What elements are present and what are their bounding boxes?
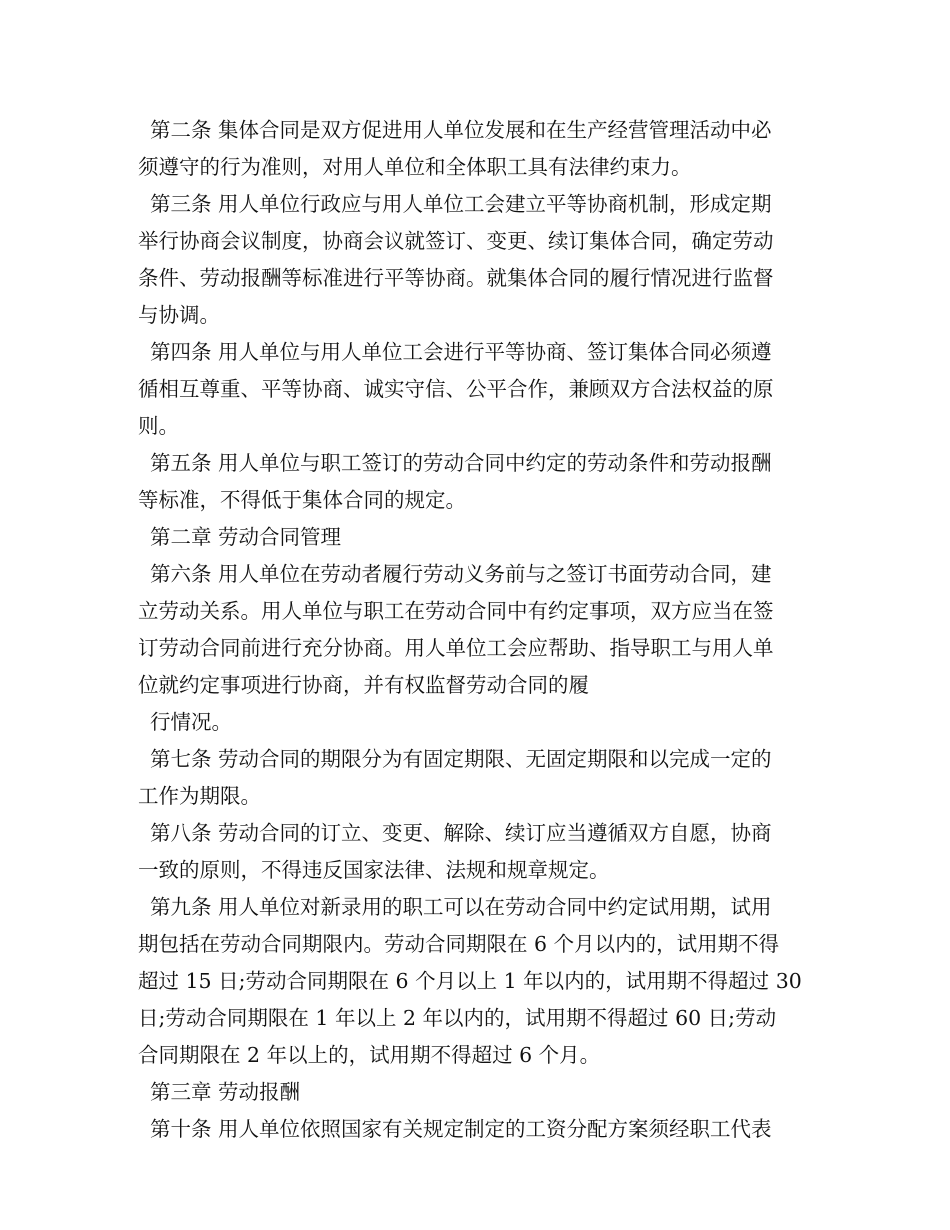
article-9-line-5: 合同期限在 2 年以上的，试用期不得超过 6 个月。 (138, 1043, 601, 1067)
article-6-line-4: 位就约定事项进行协商，并有权监督劳动合同的履 (138, 673, 589, 697)
article-9-line-1: 第九条 用人单位对新录用的职工可以在劳动合同中约定试用期，试用 (150, 895, 772, 919)
article-3-line-3: 条件、劳动报酬等标准进行平等协商。就集体合同的履行情况进行监督 (138, 266, 774, 290)
article-5-line-1: 第五条 用人单位与职工签订的劳动合同中约定的劳动条件和劳动报酬 (150, 451, 772, 475)
article-4-line-3: 则。 (138, 414, 179, 438)
article-6-line-2: 立劳动关系。用人单位与职工在劳动合同中有约定事项，双方应当在签 (138, 599, 774, 623)
article-9-line-3: 超过 15 日;劳动合同期限在 6 个月以上 1 年以内的，试用期不得超过 30 (138, 969, 802, 993)
article-10-line-1: 第十条 用人单位依照国家有关规定制定的工资分配方案须经职工代表 (150, 1117, 772, 1141)
article-2-line-2: 须遵守的行为准则，对用人单位和全体职工具有法律约束力。 (138, 155, 692, 179)
article-7-line-1: 第七条 劳动合同的期限分为有固定期限、无固定期限和以完成一定的 (150, 747, 772, 771)
article-8-line-1: 第八条 劳动合同的订立、变更、解除、续订应当遵循双方自愿，协商 (150, 821, 772, 845)
article-5-line-2: 等标准，不得低于集体合同的规定。 (138, 488, 466, 512)
article-7-line-2: 工作为期限。 (138, 784, 261, 808)
article-6-line-5: 行情况。 (150, 710, 232, 734)
article-6-line-3: 订劳动合同前进行充分协商。用人单位工会应帮助、指导职工与用人单 (138, 636, 774, 660)
article-9-line-2: 期包括在劳动合同期限内。劳动合同期限在 6 个月以内的，试用期不得 (138, 932, 780, 956)
article-2-line-1: 第二条 集体合同是双方促进用人单位发展和在生产经营管理活动中必 (150, 118, 772, 142)
article-9-line-4: 日;劳动合同期限在 1 年以上 2 年以内的，试用期不得超过 60 日;劳动 (138, 1006, 777, 1030)
document-body (138, 112, 812, 1148)
chapter-3-heading: 第三章 劳动报酬 (150, 1080, 301, 1104)
article-6-line-1: 第六条 用人单位在劳动者履行劳动义务前与之签订书面劳动合同，建 (150, 562, 772, 586)
article-3-line-2: 举行协商会议制度，协商会议就签订、变更、续订集体合同，确定劳动 (138, 229, 774, 253)
chapter-2-heading: 第二章 劳动合同管理 (150, 525, 342, 549)
article-4-line-1: 第四条 用人单位与用人单位工会进行平等协商、签订集体合同必须遵 (150, 340, 772, 364)
article-4-line-2: 循相互尊重、平等协商、诚实守信、公平合作，兼顾双方合法权益的原 (138, 377, 774, 401)
article-3-line-4: 与协调。 (138, 303, 220, 327)
article-3-line-1: 第三条 用人单位行政应与用人单位工会建立平等协商机制，形成定期 (150, 192, 772, 216)
article-8-line-2: 一致的原则，不得违反国家法律、法规和规章规定。 (138, 858, 610, 882)
